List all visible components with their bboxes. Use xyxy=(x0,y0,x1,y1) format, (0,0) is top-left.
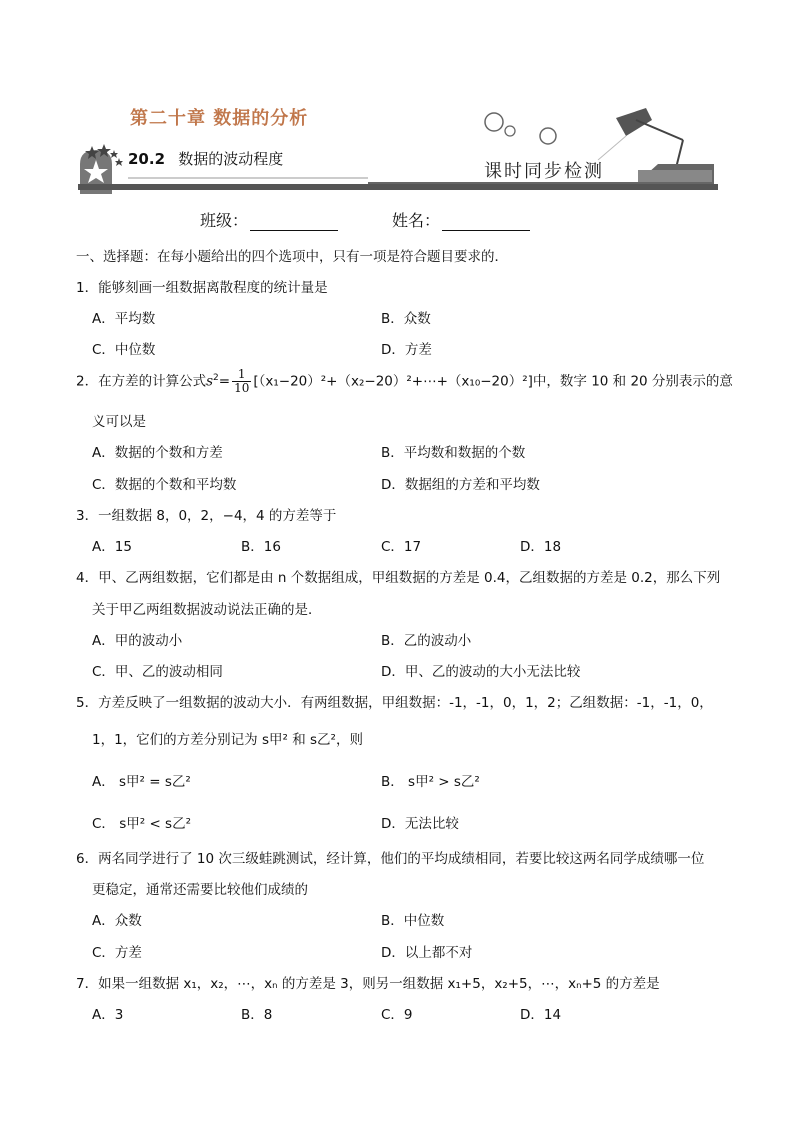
question-2-stem-line2: 义可以是 xyxy=(92,414,146,430)
q7-option-a[interactable]: A．3 xyxy=(92,1007,124,1023)
q6-option-d[interactable]: D．以上都不对 xyxy=(381,945,473,961)
q5-option-d[interactable]: D．无法比较 xyxy=(381,816,459,832)
q4-option-a[interactable]: A．甲的波动小 xyxy=(92,633,183,649)
q2-option-a[interactable]: A．数据的个数和方差 xyxy=(92,445,223,461)
q2-stem-before: 2．在方差的计算公式 xyxy=(76,373,207,390)
q3-option-c[interactable]: C．17 xyxy=(381,539,422,555)
section-number: 20.2 xyxy=(128,150,166,168)
section-name: 数据的波动程度 xyxy=(178,150,284,168)
q4-option-c[interactable]: C．甲、乙的波动相同 xyxy=(92,664,223,680)
question-1-stem: 1．能够刻画一组数据离散程度的统计量是 xyxy=(76,280,328,296)
q2-option-d[interactable]: D．数据组的方差和平均数 xyxy=(381,477,540,493)
q2-option-b[interactable]: B．平均数和数据的个数 xyxy=(381,445,526,461)
name-label: 姓名： xyxy=(392,211,441,230)
question-5-stem: 5．方差反映了一组数据的波动大小．有两组数据，甲组数据：-1，-1，0，1，2；乙组数据：-1，-1，0， xyxy=(76,695,713,711)
q2-formula-lhs: s xyxy=(206,373,214,390)
question-5-stem-line2: 1，1，它们的方差分别记为 s甲² 和 s乙²，则 xyxy=(92,732,363,748)
q1-option-b[interactable]: B．众数 xyxy=(381,311,431,327)
q6-option-c[interactable]: C．方差 xyxy=(92,945,142,961)
q2-formula-body: [（x₁−20）²+（x₂−20）²+⋯+（x₁₀−20）²] xyxy=(253,373,533,390)
q1-option-c[interactable]: C．中位数 xyxy=(92,342,156,358)
question-7-stem: 7．如果一组数据 x₁，x₂，⋯，xₙ 的方差是 3，则另一组数据 x₁+5，x₂+5，⋯，xₙ+5 的方差是 xyxy=(76,976,660,992)
class-blank[interactable] xyxy=(250,214,338,231)
q7-option-d[interactable]: D．14 xyxy=(520,1007,562,1023)
q5-option-b[interactable]: B． s甲² > s乙² xyxy=(381,774,480,790)
q3-option-b[interactable]: B．16 xyxy=(241,539,281,555)
q2-fraction: $\frac{1}{10}$ xyxy=(234,367,250,395)
question-3-stem: 3．一组数据 8，0，2，−4，4 的方差等于 xyxy=(76,508,337,524)
q1-option-d[interactable]: D．方差 xyxy=(381,342,432,358)
q2-stem-after: 中，数字 10 和 20 分别表示的意 xyxy=(532,373,733,390)
question-2-stem: 2．在方差的计算公式$s^2=$ $\frac{1}{10}$ [（x₁−20）²+（x₂−20）²+⋯+（x₁₀−20）²]中，数字 10 和 20 分别表示的意 xyxy=(76,367,733,395)
q5-option-a[interactable]: A． s甲² = s乙² xyxy=(92,774,191,790)
banner-text: 课时同步检测 xyxy=(484,161,604,182)
q2-option-c[interactable]: C．数据的个数和平均数 xyxy=(92,477,237,493)
q4-option-d[interactable]: D．甲、乙的波动的大小无法比较 xyxy=(381,664,581,680)
q5-option-c[interactable]: C． s甲² < s乙² xyxy=(92,816,192,832)
q7-option-c[interactable]: C．9 xyxy=(381,1007,413,1023)
question-6-stem-line2: 更稳定，通常还需要比较他们成绩的 xyxy=(92,882,308,898)
name-field xyxy=(392,208,530,231)
q1-option-a[interactable]: A．平均数 xyxy=(92,311,156,327)
question-4-stem: 4．甲、乙两组数据，它们都是由 n 个数据组成，甲组数据的方差是 0.4，乙组数据的方差是 0.2，那么下列 xyxy=(76,570,721,586)
name-blank[interactable] xyxy=(442,214,530,231)
section-title xyxy=(128,148,283,169)
instructions: 一、选择题：在每小题给出的四个选项中，只有一项是符合题目要求的． xyxy=(76,249,508,265)
q6-option-a[interactable]: A．众数 xyxy=(92,913,142,929)
class-field xyxy=(200,208,338,231)
header-bar xyxy=(78,184,718,190)
q4-option-b[interactable]: B．乙的波动小 xyxy=(381,633,472,649)
q6-option-b[interactable]: B．中位数 xyxy=(381,913,445,929)
question-6-stem: 6．两名同学进行了 10 次三级蛙跳测试，经计算，他们的平均成绩相同，若要比较这两名同学成绩哪一位 xyxy=(76,851,705,867)
q3-option-d[interactable]: D．18 xyxy=(520,539,562,555)
chapter-title: 第二十章 数据的分析 xyxy=(130,108,309,129)
question-4-stem-line2: 关于甲乙两组数据波动说法正确的是． xyxy=(92,602,322,618)
q7-option-b[interactable]: B．8 xyxy=(241,1007,273,1023)
q3-option-a[interactable]: A．15 xyxy=(92,539,132,555)
class-label: 班级： xyxy=(200,211,249,230)
